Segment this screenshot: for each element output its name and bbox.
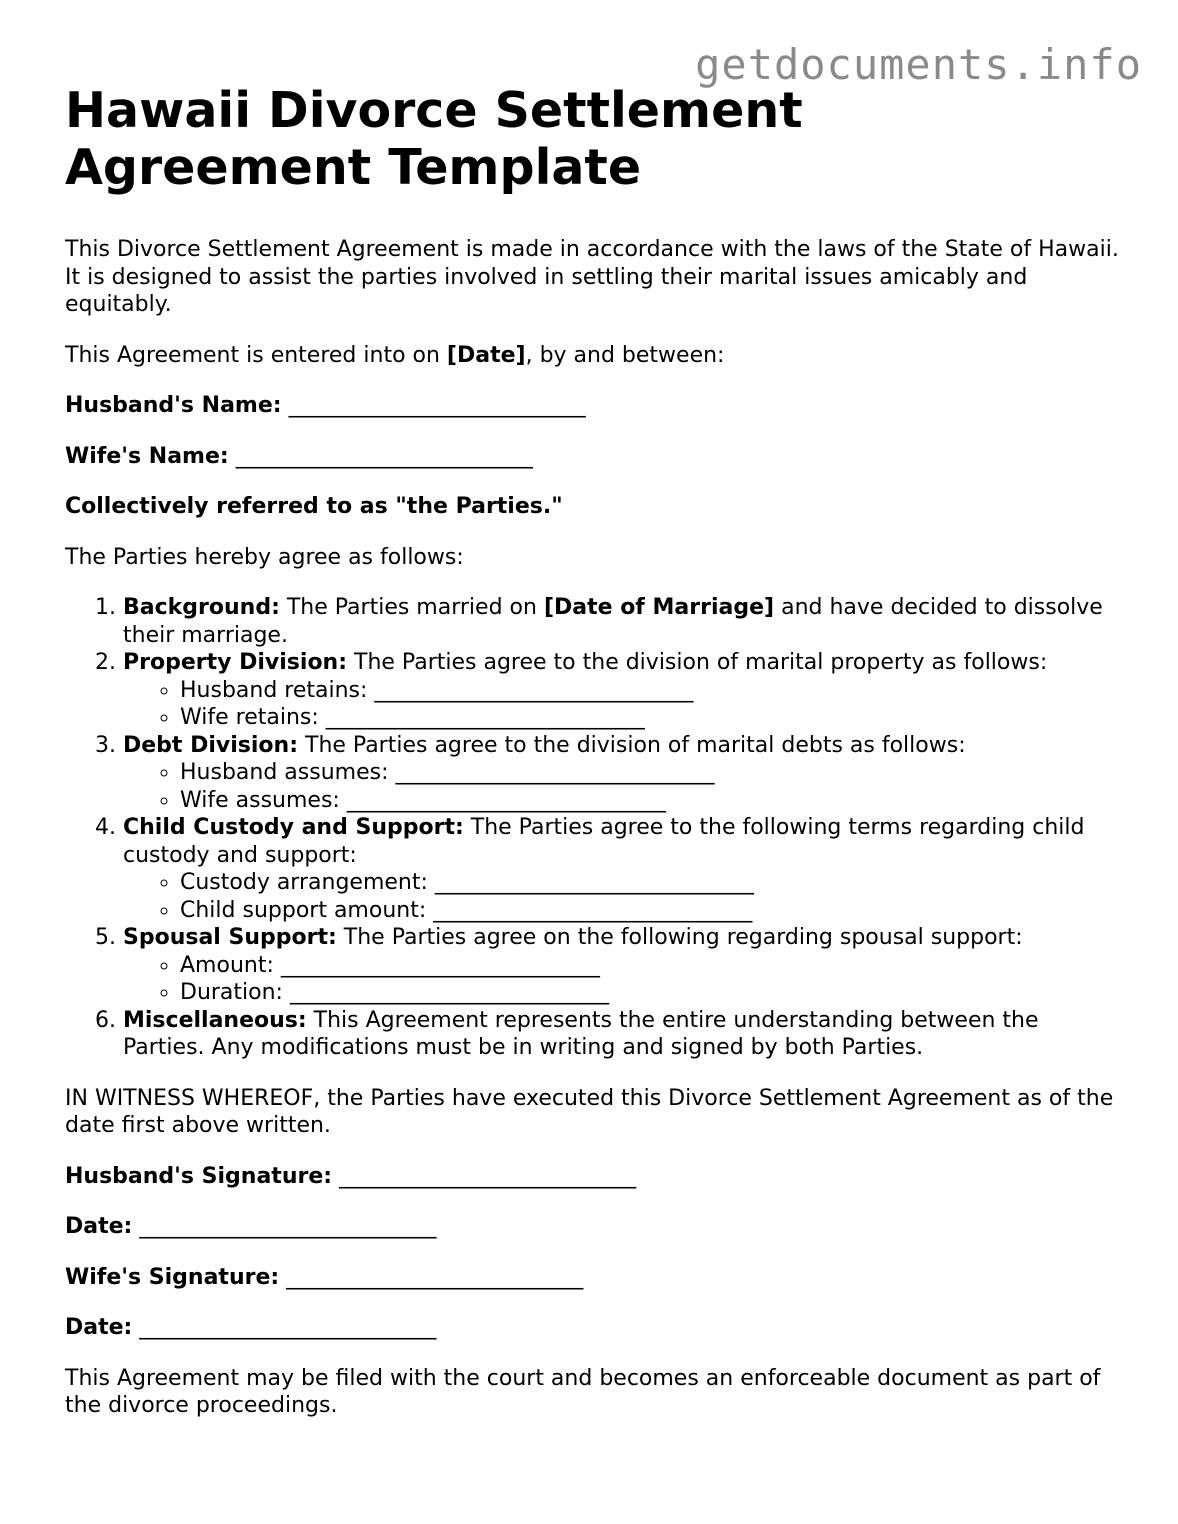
document-page <box>65 82 1125 1420</box>
section-child-custody: 4. Child Custody and Support: The Parties agree to the following terms regarding child custody and support: ◦ Custody arrangement: _____________________________ ◦ Child support amount: _____________________________ <box>123 814 1125 924</box>
section-property-division: 2. Property Division: The Parties agree to the division of marital property as follows: ◦ Husband retains: _____________________________ ◦ Wife retains: _____________________________ <box>123 649 1125 732</box>
date-placeholder: [Date] <box>446 342 526 368</box>
list-item: ◦ Wife assumes: _____________________________ <box>180 787 1125 815</box>
husband-name-label: Husband's Name: <box>65 393 282 418</box>
intro-paragraph: This Divorce Settlement Agreement is made in accordance with the laws of the State of Hawaii. It is designed to assist the parties involved in settling their marital issues amicably and equitably. <box>65 237 1119 317</box>
section-debt-division: 3. Debt Division: The Parties agree to the division of marital debts as follows: ◦ Husband assumes: _____________________________ ◦ Wife assumes: _____________________________ <box>123 732 1125 815</box>
husband-signature-line: Husband's Signature: ___________________________ <box>65 1163 637 1189</box>
list-item: ◦ Husband assumes: _____________________________ <box>180 759 1125 787</box>
list-item: ◦ Custody arrangement: _____________________________ <box>180 869 1125 897</box>
husband-date-line: Date: ___________________________ <box>65 1214 437 1239</box>
page-title: Hawaii Divorce Settlement Agreement Template <box>65 82 803 196</box>
list-item: ◦ Wife retains: _____________________________ <box>180 704 1125 732</box>
section-miscellaneous: 6. Miscellaneous: This Agreement represents the entire understanding between the Parties. Any modifications must be in writing and signed by both Parties. <box>123 1007 1125 1062</box>
terms-list <box>65 594 1125 1062</box>
entered-into-line: This Agreement is entered into on [Date], by and between: <box>65 342 725 368</box>
wife-signature-line: Wife's Signature: ___________________________ <box>65 1264 584 1290</box>
list-item: ◦ Amount: _____________________________ <box>180 952 1125 980</box>
witness-paragraph: IN WITNESS WHEREOF, the Parties have executed this Divorce Settlement Agreement as of the date first above written. <box>65 1085 1114 1138</box>
husband-name-line <box>65 392 1125 420</box>
list-item: ◦ Husband retains: _____________________________ <box>180 677 1125 705</box>
agree-line: The Parties hereby agree as follows: <box>65 544 464 570</box>
wife-date-line: Date: ___________________________ <box>65 1315 437 1340</box>
collectively-line: Collectively referred to as "the Parties." <box>65 494 563 519</box>
wife-name-blank: ___________________________ <box>235 443 533 469</box>
closing-paragraph: This Agreement may be filed with the court and becomes an enforceable document as part of the divorce proceedings. <box>65 1365 1101 1418</box>
section-background: 1. Background: The Parties married on [Date of Marriage] and have decided to dissolve their marriage. <box>123 594 1125 649</box>
list-item: ◦ Child support amount: _____________________________ <box>180 897 1125 925</box>
husband-name-blank: ___________________________ <box>288 393 586 418</box>
watermark: getdocuments.info <box>695 40 1142 89</box>
list-item: ◦ Duration: _____________________________ <box>180 979 1125 1007</box>
wife-name-line <box>65 443 1125 471</box>
section-spousal-support: 5. Spousal Support: The Parties agree on the following regarding spousal support: ◦ Amount: _____________________________ ◦ Duration: _____________________________ <box>123 924 1125 1007</box>
wife-name-label: Wife's Name: <box>65 443 229 469</box>
